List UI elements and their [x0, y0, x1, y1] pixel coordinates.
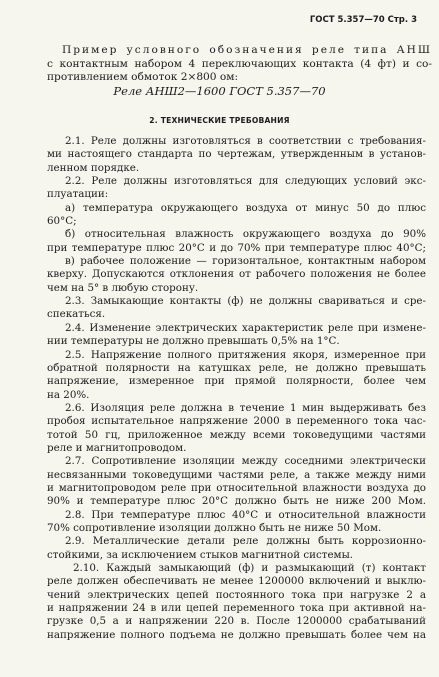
- text-line: напряжение полного подъема не должно превышать более чем на: [47, 628, 426, 641]
- text-line: нии температуры не должно превышать 0,5% на 1°С.: [47, 335, 340, 348]
- section-body: [47, 135, 426, 642]
- designation-example: Реле АНШ2—1600 ГОСТ 5.357—70: [113, 84, 326, 98]
- designation-example-intro: [47, 44, 432, 85]
- text-line: спекаться.: [47, 308, 106, 321]
- text-line: обратной полярности на катушках реле, не должно превышать: [47, 361, 426, 374]
- text-line: при температуре плюс 20°С и до 70% при температуре плюс 40°С;: [47, 241, 426, 254]
- text-line: пробоя испытательное напряжение 2000 в переменного тока час-: [47, 415, 426, 428]
- text-line: ми настоящего стандарта по чертежам, утвержденным в установ-: [47, 148, 426, 161]
- text-line: грузке 0,5 а и напряжении 220 в. После 1200000 срабатываний: [47, 615, 426, 628]
- text-line: 2.8. При температуре плюс 40°С и относительной влажности: [65, 508, 426, 521]
- text-line: 2.4. Изменение электрических характеристик реле при измене-: [65, 321, 426, 334]
- text-line: несвязанными токоведущими частями реле, а также между ними: [47, 468, 426, 481]
- text-line: тотой 50 гц, приложенное между всеми токоведущими частями: [47, 428, 426, 441]
- text-line: 2.7. Сопротивление изоляции между соседними электрически: [65, 455, 426, 468]
- intro-line: противлением обмоток 2×800 ом:: [47, 71, 239, 83]
- text-line: 2.5. Напряжение полного притяжения якоря, измеренное при: [65, 348, 426, 361]
- page-header: ГОСТ 5.357—70 Стр. 3: [309, 15, 417, 25]
- text-line: 2.2. Реле должны изготовляться для следующих условий экс-: [65, 175, 426, 188]
- text-line: б) относительная влажность окружающего воздуха до 90%: [65, 228, 426, 241]
- text-line: 2.10. Каждый замыкающий (ф) и размыкающий (т) контакт: [73, 562, 426, 574]
- text-line: чений электрических цепей постоянного тока при нагрузке 2 а: [47, 588, 426, 601]
- intro-line: с контактным набором 4 переключающих контакта (4 фт) и со-: [47, 57, 432, 70]
- text-line: плуатации:: [47, 188, 109, 201]
- text-line: чем на 5° в любую сторону.: [47, 281, 199, 294]
- text-line: 2.6. Изоляция реле должна в течение 1 мин выдерживать без: [65, 401, 426, 414]
- text-line: реле должен обеспечивать не менее 1200000 включений и выклю-: [47, 575, 426, 588]
- text-line: ленном порядке.: [47, 161, 140, 174]
- intro-line: Пример условного обозначения реле типа АНШ: [62, 44, 432, 56]
- text-line: на 20%.: [47, 388, 90, 401]
- text-line: 90% и температуре плюс 20°С должно быть не ниже 200 Мом.: [47, 495, 426, 508]
- section-title: 2. ТЕХНИЧЕСКИЕ ТРЕБОВАНИЯ: [149, 116, 290, 125]
- text-line: 70% сопротивление изоляции должно быть не ниже 50 Мом.: [47, 521, 382, 534]
- text-line: кверху. Допускаются отклонения от рабочего положения не более: [47, 268, 426, 281]
- text-line: реле и магнитопроводом.: [47, 441, 187, 454]
- text-line: напряжение, измеренное при прямой полярности, более чем: [47, 375, 426, 388]
- text-line: 2.1. Реле должны изготовляться в соответствии с требования-: [65, 135, 426, 147]
- text-line: 60°С;: [47, 215, 77, 228]
- text-line: 2.3. Замыкающие контакты (ф) не должны свариваться и сре-: [65, 295, 426, 308]
- text-line: и напряжении 24 в или цепей переменного тока при активной на-: [47, 602, 426, 615]
- text-line: в) рабочее положение — горизонтальное, контактным набором: [65, 255, 426, 268]
- text-line: и магнитопроводом реле при относительной влажности воздуха до: [47, 481, 426, 494]
- text-line: стойкими, за исключением стыков магнитной системы.: [47, 548, 354, 561]
- text-line: а) температура окружающего воздуха от минус 50 до плюс: [65, 201, 426, 214]
- text-line: 2.9. Металлические детали реле должны быть коррозионно-: [65, 535, 426, 548]
